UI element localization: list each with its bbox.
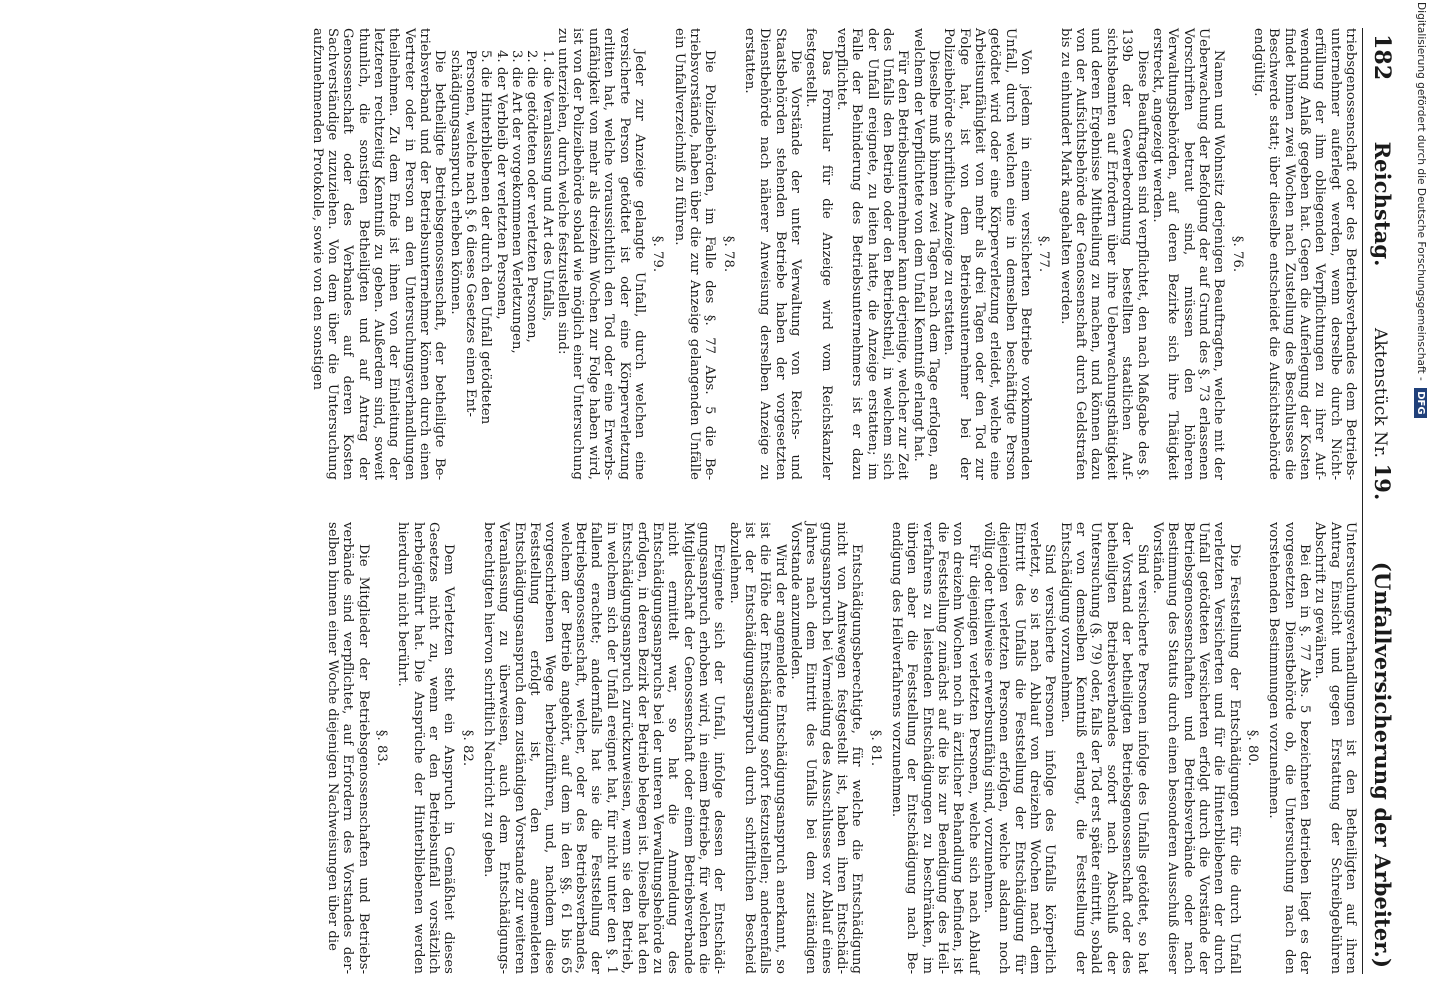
section-heading: §. 79. <box>650 235 666 273</box>
paragraph: Die Vorstände der unter Verwaltung von Reichs- und Staatsbehörden stehenden Betriebe haben der vorgesetzten Dienstbehörde nach näherer Anweisung derselben Anzeige zu erstatten. <box>741 28 803 480</box>
header-left: Reichstag. <box>1370 141 1395 267</box>
dfg-logo: DFG <box>1415 388 1428 417</box>
paragraph: Dem Verletzten steht ein Anspruch in Gemäßheit dieses Gesetzes nicht zu, wenn er den Betriebsunfall vorsätzlich herbeigeführt hat. Die Ansprüche der Hinterbliebenen werden hierdurch nicht berührt. <box>395 522 457 974</box>
dfg-credit-text: Digitalisierung gefördert durch die Deutsche Forschungsgemeinschaft - <box>1415 2 1427 381</box>
paragraph: Für diejenigen verletzten Personen, welche sich nach Ablauf von dreizehn Wochen noch in ärztlicher Behandlung befinden, ist die Feststellung zunächst auf die bis zur Beendigung des Heilverfahrens zu leistenden Entschädigungen zu beschränken, im übrigen aber die Feststellung der Entschädigung nach Beendigung des Heilverfahrens vorzunehmen. <box>889 522 981 974</box>
section-heading: §. 80. <box>1244 729 1260 767</box>
paragraph: Die betheiligte Betriebsgenossenschaft, der betheiligte Betriebsverband und der Betriebsunternehmer können durch einen Vertreter oder in Person an den Untersuchungsverhandlungen theilnehmen. Zu dem Ende ist ihnen von der Einleitung der letzteren rechtzeitig Kenntniß zu geben. Außerdem sind, soweit thunlich, die sonstigen Betheiligten und auf Antrag der Genossenschaft oder des Verbandes auf deren Kosten Sachverständige zuzuziehen. Von dem über die Untersuchung aufzunehmenden Protokolle, sowie von den sonstigen <box>309 28 448 480</box>
paragraph: Das Formular für die Anzeige wird vom Reichskanzler festgestellt. <box>803 28 834 480</box>
list-item: 3. die Art der vorgekommenen Verletzungen, <box>509 50 525 354</box>
paragraph: Sind versicherte Personen infolge des Unfalls getödtet, so hat der Vorstand der betheiligten Betriebsgenossenschaft oder des betheiligten Betriebsverbandes sofort nach Abschluß der Untersuchung (§. 79) oder, falls der Tod erst später eintritt, sobald er von demselben Kenntniß erlangt, die Feststellung der Entschädigung vorzunehmen. <box>1057 522 1150 974</box>
paragraph: Untersuchungsverhandlungen ist den Betheiligten auf ihren Antrag Einsicht und gegen Erstattung der Schreibgebühren Abschrift zu gewähren. <box>1312 522 1358 974</box>
section-heading: §. 78. <box>720 235 736 273</box>
paragraph: triebsgenossenschaft oder des Betriebsverbandes dem Betriebsunternehmer auferlegt werden, wenn derselbe durch Nichterfüllung der ihm obliegenden Verpflichtungen zu ihrer Aufwendung Anlaß gegeben hat. Gegen die Auferlegung der Kosten findet binnen zwei Wochen nach Zustellung des Beschlusses die Beschwerde statt; über dieselbe entscheidet die Aufsichtsbehörde endgültig. <box>1250 28 1358 480</box>
paragraph: Dieselbe muß binnen zwei Tagen nach dem Tage erfolgen, an welchem der Verpflichtete von dem Unfall Kenntniß erlangt hat. <box>910 28 942 480</box>
paragraph: Für den Betriebsunternehmer kann derjenige, welcher zur Zeit des Unfalls den Betrieb oder den Betriebstheil, in welchem sich der Unfall ereignete, zu leiten hatte, die Anzeige erstatten; im Falle der Behinderung des Betriebsunternehmers ist er dazu verpflichtet. <box>834 28 911 480</box>
page-header <box>1362 28 1397 974</box>
column-left <box>309 28 1358 480</box>
paragraph: Entschädigungsberechtigte, für welche die Entschädigung nicht von Amtswegen festgestellt ist, haben ihren Entschädigungsanspruch bei Vermeidung des Ausschlusses vor Ablauf eines Jahres nach dem Eintritt des Unfalls bei dem zuständigen Vorstande anzumelden. <box>787 522 865 974</box>
paragraph: Die Mitglieder der Betriebsgenossenschaften und Betriebsverbände sind verpflichtet, auf Erfordern des Vorstandes derselben binnen einer Woche diejenigen Nachweisungen über die <box>325 522 371 974</box>
paragraph: Namen und Wohnsitz derjenigen Beauftragten, welche mit der Ueberwachung der Befolgung der auf Grund des §. 73 erlassenen Vorschriften betraut sind, müssen den höheren Verwaltungsbehörden, auf deren Bezirke sich ihre Thätigkeit erstreckt, angezeigt werden. <box>1149 28 1227 480</box>
paragraph: Die Polizeibehörden, im Falle des §. 77 Abs. 5 die Betriebsvorstände, haben über die zur Anzeige gelangenden Unfälle ein Unfallverzeichniß zu führen. <box>671 28 718 480</box>
paragraph: Die Feststellung der Entschädigungen für die durch Unfall verletzten Versicherten und für die Hinterbliebenen der durch Unfall getödteten Versicherten erfolgt durch die Vorstände der Betriebsgenossenschaften und Betriebsverbände oder nach Bestimmung des Statuts durch einen besonderen Ausschuß dieser Vorstände. <box>1149 522 1242 974</box>
paragraph: Sind versicherte Personen infolge des Unfalls körperlich verletzt, so ist nach Ablauf von dreizehn Wochen nach dem Eintritt des Unfalls die Feststellung der Entschädigung für diejenigen verletzten Personen erfolgen, welche alsdann noch völlig oder theilweise erwerbsunfähig sind, vorzunehmen. <box>981 522 1058 974</box>
section-heading: §. 83. <box>374 729 390 767</box>
paragraph: Bei den in §. 77 Abs. 5 bezeichneten Betrieben liegt es der vorgesetzten Dienstbehörde ob, die Untersuchung nach den vorstehenden Bestimmungen vorzunehmen. <box>1266 522 1312 974</box>
list-item: 5. die Hinterbliebenen der durch den Unfall getödteten Personen, welche nach §. 6 dieses Gesetzes einen Entschädigungsanspruch erheben können. <box>447 50 494 425</box>
header-number: 19. <box>1370 463 1395 501</box>
list-item: 1. die Veranlassung und Art des Unfalls, <box>539 50 555 322</box>
header-right: (Unfallversicherung der Arbeiter.) <box>1370 561 1395 968</box>
list-item: 2. die getödteten oder verletzten Personen, <box>524 50 540 343</box>
header-center <box>1365 328 1397 500</box>
page-number: 182 <box>1369 34 1395 81</box>
header-center-prefix: Aktenstück Nr. <box>1370 327 1390 459</box>
paragraph: Jeder zur Anzeige gelangte Unfall, durch welchen eine versicherte Person getödtet ist oder eine Körperverletzung erlitten hat, welche voraussichtlich den Tod oder eine Erwerbsunfähigkeit von mehr als dreizehn Wochen zur Folge haben wird, ist von der Polizeibehörde sobald wie möglich einer Untersuchung zu unterziehen, durch welche festzustellen sind: <box>555 28 647 480</box>
paragraph: Von jedem in einem versicherten Betriebe vorkommenden Unfall, durch welchen eine in demselben beschäftigte Person getödtet wird oder eine Körperverletzung erleidet, welche eine Arbeitsunfähigkeit von mehr als drei Tagen oder den Tod zur Folge hat, ist von dem Betriebsunternehmer bei der Polizeibehörde schriftliche Anzeige zu erstatten. <box>941 28 1034 480</box>
list-item: 4. der Verbleib der verletzten Personen, <box>493 50 509 320</box>
section-heading: §. 77. <box>1036 235 1052 273</box>
paragraph: Wird der angemeldete Entschädigungsanspruch anerkannt, so ist die Höhe der Entschädigung sofort festzustellen; anderenfalls ist der Entschädigungsanspruch durch schriftlichen Bescheid abzulehnen. <box>726 522 788 974</box>
enumerated-list <box>447 28 554 480</box>
section-heading: §. 81. <box>867 729 883 767</box>
paragraph: Diese Beauftragten sind verpflichtet, den nach Maßgabe des §. 139b der Gewerbeordnung bestellten staatlichen Aufsichtsbeamten auf Erfordern über ihre Ueberwachungsthätigkeit und deren Ergebnisse Mittheilung zu machen, und können dazu von der Aufsichtsbehörde der Genossenschaft durch Geldstrafen bis zu einhundert Mark angehalten werden. <box>1057 28 1150 480</box>
section-heading: §. 76. <box>1229 235 1245 273</box>
paragraph: Ereignete sich der Unfall, infolge dessen der Entschädigungsanspruch erhoben wird, in einem Betriebe, für welchen die Mitgliedschaft der Genossenschaft oder einem Betriebsverbande nicht ermittelt war, so hat die Anmeldung des Entschädigungsanspruchs bei der unteren Verwaltungsbehörde zu erfolgen, in deren Bezirk der Betrieb belegen ist. Dieselbe hat den Entschädigungsanspruch zurückzuweisen, wenn sie den Betrieb, in welchem sich der Unfall ereignet hat, für nicht unter den §. 1 fallend erachtet; andernfalls hat sie die Feststellung der Betriebsgenossenschaft, welcher, oder des Betriebsverbandes, welchem der Betrieb angehört, auf dem in den §§. 61 bis 65 vorgeschriebenen Wege herbeizuführen, und, nachdem diese Feststellung erfolgt ist, den angemeldeten Entschädigungsanspruch dem zuständigen Vorstande zur weiteren Veranlassung zu überweisen, auch dem Entschädigungsberechtigten hiervon schriftlich Nachricht zu geben. <box>481 522 727 974</box>
section-heading: §. 82. <box>459 729 475 767</box>
dfg-credit <box>1411 0 1431 1000</box>
column-right <box>309 522 1358 974</box>
text-columns <box>309 28 1358 974</box>
